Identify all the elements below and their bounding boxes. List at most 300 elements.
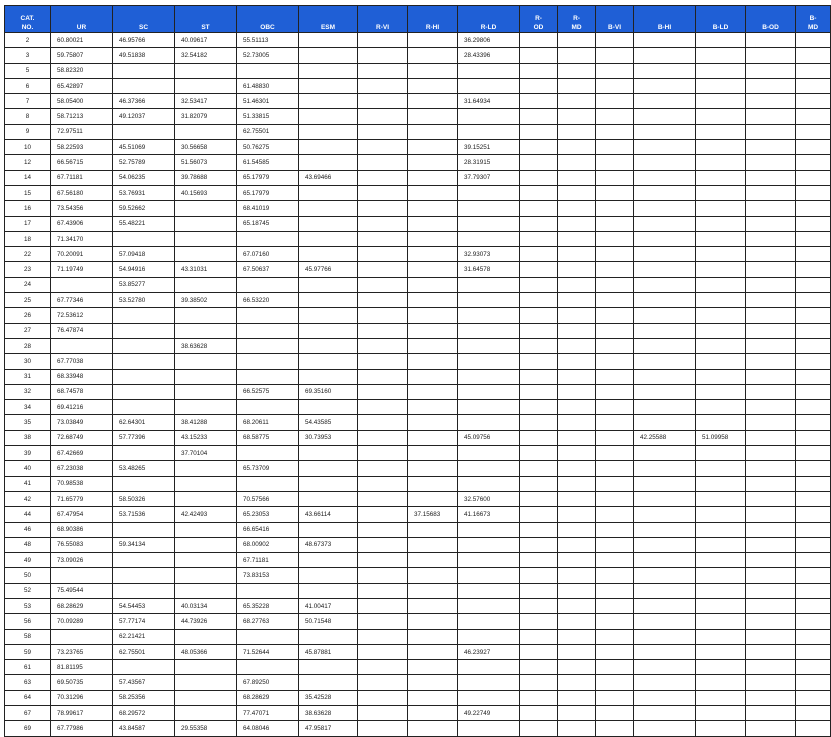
cutoff-value-cell: 42.25588 [634, 430, 696, 445]
cutoff-value-cell [696, 491, 746, 506]
cutoff-value-cell: 58.05400 [51, 94, 113, 109]
cutoff-value-cell [237, 231, 299, 246]
cutoff-value-cell [175, 675, 237, 690]
cutoff-value-cell: 67.56180 [51, 185, 113, 200]
cutoff-value-cell: 45.09756 [458, 430, 520, 445]
cutoff-value-cell [596, 216, 634, 231]
cutoff-value-cell [634, 201, 696, 216]
cutoff-value-cell: 35.42528 [299, 690, 358, 705]
cutoff-value-cell [746, 369, 796, 384]
cutoff-value-cell: 30.56658 [175, 140, 237, 155]
cutoff-value-cell [358, 461, 408, 476]
cutoff-value-cell [746, 721, 796, 736]
cutoff-value-cell: 50.71548 [299, 614, 358, 629]
cutoff-value-cell [558, 48, 596, 63]
cutoff-value-cell [558, 63, 596, 78]
cutoff-value-cell [558, 33, 596, 48]
table-row [5, 140, 831, 155]
cutoff-value-cell: 48.05366 [175, 644, 237, 659]
cutoff-value-cell [696, 48, 746, 63]
category-number-cell: 39 [5, 446, 51, 461]
cutoff-value-cell [746, 522, 796, 537]
cutoff-value-cell [696, 446, 746, 461]
cutoff-value-cell [558, 660, 596, 675]
cutoff-value-cell [520, 369, 558, 384]
cutoff-value-cell [175, 553, 237, 568]
cutoff-value-cell [596, 446, 634, 461]
cutoff-value-cell [746, 140, 796, 155]
cutoff-value-cell: 43.69466 [299, 170, 358, 185]
cutoff-value-cell [520, 614, 558, 629]
cutoff-value-cell [520, 384, 558, 399]
cutoff-value-cell [746, 109, 796, 124]
cutoff-value-cell [634, 568, 696, 583]
cutoff-value-cell [558, 476, 596, 491]
cutoff-value-cell [358, 201, 408, 216]
table-row [5, 94, 831, 109]
cutoff-value-cell: 39.38502 [175, 293, 237, 308]
cutoff-value-cell [408, 430, 458, 445]
cutoff-value-cell [175, 384, 237, 399]
cutoff-value-cell [520, 170, 558, 185]
cutoff-value-cell [558, 491, 596, 506]
table-row [5, 201, 831, 216]
table-row [5, 446, 831, 461]
cutoff-value-cell [796, 155, 831, 170]
cutoff-value-cell [558, 140, 596, 155]
cutoff-value-cell [175, 537, 237, 552]
cutoff-value-cell [696, 461, 746, 476]
category-number-cell: 38 [5, 430, 51, 445]
cutoff-value-cell [558, 155, 596, 170]
cutoff-value-cell [113, 553, 175, 568]
cutoff-value-cell [596, 338, 634, 353]
cutoff-value-cell [596, 293, 634, 308]
cutoff-value-cell [358, 598, 408, 613]
cutoff-value-cell [796, 491, 831, 506]
cutoff-value-cell [696, 400, 746, 415]
table-row [5, 721, 831, 736]
cutoff-value-cell [358, 644, 408, 659]
cutoff-value-cell [558, 721, 596, 736]
cutoff-value-cell: 31.64934 [458, 94, 520, 109]
cutoff-value-cell: 71.52644 [237, 644, 299, 659]
cutoff-value-cell [696, 170, 746, 185]
cutoff-value-cell [796, 537, 831, 552]
cutoff-value-cell [175, 78, 237, 93]
cutoff-value-cell [520, 78, 558, 93]
cutoff-value-cell [746, 384, 796, 399]
cutoff-value-cell: 48.67373 [299, 537, 358, 552]
cutoff-value-cell [408, 185, 458, 200]
cutoff-value-cell [408, 109, 458, 124]
cutoff-value-cell [458, 721, 520, 736]
cutoff-value-cell [596, 384, 634, 399]
cutoff-value-cell [696, 124, 746, 139]
cutoff-value-cell [558, 644, 596, 659]
cutoff-value-cell [358, 94, 408, 109]
cutoff-value-cell [408, 537, 458, 552]
cutoff-value-cell [520, 277, 558, 292]
cutoff-value-cell [458, 338, 520, 353]
cutoff-value-cell: 70.98538 [51, 476, 113, 491]
cutoff-value-cell [175, 354, 237, 369]
cutoff-value-cell [458, 63, 520, 78]
cutoff-value-cell [634, 33, 696, 48]
table-row [5, 384, 831, 399]
cutoff-value-cell [520, 216, 558, 231]
cutoff-value-cell [299, 155, 358, 170]
cutoff-value-cell [596, 507, 634, 522]
cutoff-value-cell [596, 109, 634, 124]
cutoff-value-cell [634, 553, 696, 568]
cutoff-value-cell [746, 491, 796, 506]
cutoff-value-cell [746, 629, 796, 644]
cutoff-value-cell [558, 308, 596, 323]
cutoff-value-cell [520, 308, 558, 323]
cutoff-value-cell [175, 308, 237, 323]
cutoff-value-cell [746, 568, 796, 583]
cutoff-value-cell [696, 155, 746, 170]
cutoff-value-cell [458, 384, 520, 399]
cutoff-value-cell [596, 155, 634, 170]
cutoff-value-cell [558, 583, 596, 598]
cutoff-value-cell [113, 354, 175, 369]
table-row [5, 400, 831, 415]
cutoff-value-cell [299, 33, 358, 48]
category-number-cell: 27 [5, 323, 51, 338]
cutoff-value-cell [746, 507, 796, 522]
table-row [5, 491, 831, 506]
cutoff-value-cell [596, 354, 634, 369]
cutoff-value-cell [408, 400, 458, 415]
cutoff-value-cell: 41.00417 [299, 598, 358, 613]
cutoff-value-cell [596, 644, 634, 659]
cutoff-value-cell [634, 675, 696, 690]
cutoff-value-cell [634, 461, 696, 476]
cutoff-value-cell: 62.75501 [113, 644, 175, 659]
cutoff-value-cell [558, 675, 596, 690]
cutoff-value-cell [558, 216, 596, 231]
cutoff-value-cell [520, 675, 558, 690]
cutoff-value-cell [634, 476, 696, 491]
cutoff-value-cell: 46.23927 [458, 644, 520, 659]
cutoff-value-cell: 40.09617 [175, 33, 237, 48]
cutoff-value-cell [696, 201, 746, 216]
cutoff-value-cell [746, 446, 796, 461]
cutoff-value-cell: 32.54182 [175, 48, 237, 63]
cutoff-value-cell [408, 216, 458, 231]
cutoff-value-cell [520, 185, 558, 200]
cutoff-value-cell [175, 629, 237, 644]
cutoff-value-cell [634, 507, 696, 522]
cutoff-value-cell [796, 201, 831, 216]
cutoff-value-cell [520, 415, 558, 430]
cutoff-value-cell: 52.73005 [237, 48, 299, 63]
cutoff-value-cell [558, 400, 596, 415]
cutoff-value-cell [408, 721, 458, 736]
cutoff-value-cell [520, 644, 558, 659]
table-row [5, 338, 831, 353]
cutoff-value-cell: 53.71536 [113, 507, 175, 522]
cutoff-value-cell [796, 293, 831, 308]
cutoff-value-cell [113, 124, 175, 139]
cutoff-value-cell [596, 323, 634, 338]
cutoff-value-cell [746, 537, 796, 552]
cutoff-value-cell [746, 124, 796, 139]
cutoff-value-cell [358, 33, 408, 48]
category-number-cell: 69 [5, 721, 51, 736]
cutoff-value-cell [558, 690, 596, 705]
table-body [5, 33, 831, 737]
cutoff-value-cell [520, 553, 558, 568]
cutoff-value-cell [746, 338, 796, 353]
cutoff-value-cell: 73.83153 [237, 568, 299, 583]
cutoff-value-cell: 55.51113 [237, 33, 299, 48]
cutoff-value-cell: 66.53220 [237, 293, 299, 308]
table-row [5, 614, 831, 629]
cutoff-value-cell: 54.06235 [113, 170, 175, 185]
cutoff-value-cell: 65.42897 [51, 78, 113, 93]
table-row [5, 537, 831, 552]
cutoff-value-cell: 51.46301 [237, 94, 299, 109]
cutoff-value-cell [558, 537, 596, 552]
cutoff-value-cell [596, 262, 634, 277]
cutoff-value-cell [746, 48, 796, 63]
cutoff-value-cell [113, 446, 175, 461]
cutoff-value-cell [696, 568, 746, 583]
cutoff-value-cell [358, 629, 408, 644]
cutoff-value-cell [520, 262, 558, 277]
cutoff-value-cell [520, 461, 558, 476]
category-number-cell: 9 [5, 124, 51, 139]
cutoff-value-cell: 53.76931 [113, 185, 175, 200]
cutoff-value-cell [634, 247, 696, 262]
cutoff-value-cell [634, 262, 696, 277]
cutoff-value-cell: 68.33948 [51, 369, 113, 384]
cutoff-value-cell [113, 400, 175, 415]
cutoff-value-cell [408, 690, 458, 705]
cutoff-value-cell [458, 201, 520, 216]
cutoff-value-cell [358, 614, 408, 629]
cutoff-value-cell: 68.28629 [237, 690, 299, 705]
cutoff-value-cell [408, 446, 458, 461]
cutoff-value-cell: 68.58775 [237, 430, 299, 445]
cutoff-value-cell [458, 323, 520, 338]
cutoff-value-cell: 70.31296 [51, 690, 113, 705]
cutoff-value-cell [358, 185, 408, 200]
cutoff-value-cell [796, 614, 831, 629]
cutoff-value-cell [458, 461, 520, 476]
cutoff-value-cell [358, 430, 408, 445]
cutoff-value-cell [299, 354, 358, 369]
cutoff-value-cell [458, 614, 520, 629]
cutoff-value-cell: 51.09958 [696, 430, 746, 445]
cutoff-value-cell [634, 537, 696, 552]
cutoff-value-cell [558, 354, 596, 369]
cutoff-value-cell [520, 247, 558, 262]
cutoff-value-cell [596, 63, 634, 78]
cutoff-value-cell: 68.41019 [237, 201, 299, 216]
cutoff-value-cell [299, 660, 358, 675]
cutoff-value-cell [696, 293, 746, 308]
cutoff-value-cell [696, 476, 746, 491]
cutoff-value-cell [596, 537, 634, 552]
cutoff-value-cell [113, 476, 175, 491]
cutoff-value-cell [175, 277, 237, 292]
cutoff-value-cell [796, 185, 831, 200]
cutoff-value-cell [299, 48, 358, 63]
cutoff-value-cell [237, 400, 299, 415]
cutoff-value-cell [796, 721, 831, 736]
category-number-cell: 58 [5, 629, 51, 644]
category-number-cell: 14 [5, 170, 51, 185]
cutoff-value-cell [299, 323, 358, 338]
cutoff-value-cell [175, 690, 237, 705]
cutoff-value-cell [634, 400, 696, 415]
cutoff-value-cell [520, 537, 558, 552]
cutoff-value-cell [237, 338, 299, 353]
category-number-cell: 64 [5, 690, 51, 705]
cutoff-value-cell: 49.22749 [458, 706, 520, 721]
category-number-cell: 15 [5, 185, 51, 200]
cutoff-value-cell: 66.56715 [51, 155, 113, 170]
cutoff-value-cell [796, 78, 831, 93]
cutoff-value-cell [634, 354, 696, 369]
cutoff-value-cell [408, 706, 458, 721]
cutoff-value-cell [596, 124, 634, 139]
cutoff-value-cell [746, 170, 796, 185]
cutoff-value-cell [558, 94, 596, 109]
cutoff-value-cell [175, 369, 237, 384]
cutoff-value-cell [458, 568, 520, 583]
cutoff-value-cell [796, 446, 831, 461]
category-number-cell: 42 [5, 491, 51, 506]
cutoff-value-cell [520, 33, 558, 48]
cutoff-value-cell [458, 690, 520, 705]
category-number-cell: 32 [5, 384, 51, 399]
cutoff-value-cell [358, 690, 408, 705]
cutoff-value-cell: 65.18745 [237, 216, 299, 231]
cutoff-value-cell [634, 109, 696, 124]
cutoff-value-cell [796, 706, 831, 721]
cutoff-value-cell [299, 491, 358, 506]
cutoff-value-cell [696, 185, 746, 200]
cutoff-value-cell [299, 109, 358, 124]
table-row [5, 507, 831, 522]
cutoff-value-cell [408, 277, 458, 292]
column-header: R-VI [358, 6, 408, 33]
cutoff-value-cell: 46.37366 [113, 94, 175, 109]
cutoff-value-cell [696, 507, 746, 522]
cutoff-value-cell: 61.54585 [237, 155, 299, 170]
cutoff-value-cell [796, 415, 831, 430]
table-row [5, 48, 831, 63]
category-number-cell: 28 [5, 338, 51, 353]
cutoff-value-cell [408, 354, 458, 369]
cutoff-value-cell [596, 629, 634, 644]
cutoff-value-cell: 49.51838 [113, 48, 175, 63]
cutoff-value-cell [796, 124, 831, 139]
cutoff-value-cell: 69.35160 [299, 384, 358, 399]
cutoff-value-cell [358, 369, 408, 384]
column-header: ESM [299, 6, 358, 33]
cutoff-value-cell [358, 446, 408, 461]
cutoff-value-cell [458, 553, 520, 568]
cutoff-value-cell [408, 63, 458, 78]
cutoff-value-cell: 38.63628 [299, 706, 358, 721]
cutoff-value-cell [408, 675, 458, 690]
cutoff-value-cell [237, 446, 299, 461]
cutoff-value-cell [746, 293, 796, 308]
cutoff-value-cell: 31.64578 [458, 262, 520, 277]
category-number-cell: 26 [5, 308, 51, 323]
cutoff-value-cell [237, 354, 299, 369]
cutoff-value-cell [408, 553, 458, 568]
cutoff-value-cell: 28.43396 [458, 48, 520, 63]
cutoff-value-cell [796, 369, 831, 384]
cutoff-value-cell: 72.53612 [51, 308, 113, 323]
cutoff-value-cell: 67.89250 [237, 675, 299, 690]
cutoff-value-cell [408, 33, 458, 48]
cutoff-value-cell [299, 400, 358, 415]
cutoff-value-cell [358, 323, 408, 338]
cutoff-value-cell: 32.53417 [175, 94, 237, 109]
cutoff-value-cell [520, 155, 558, 170]
cutoff-value-cell [696, 277, 746, 292]
cutoff-value-cell: 67.77986 [51, 721, 113, 736]
cutoff-value-cell [458, 583, 520, 598]
cutoff-value-cell [358, 553, 408, 568]
cutoff-value-cell [558, 293, 596, 308]
cutoff-value-cell: 73.23765 [51, 644, 113, 659]
table-row [5, 644, 831, 659]
cutoff-value-cell: 77.47071 [237, 706, 299, 721]
cutoff-value-cell [408, 522, 458, 537]
cutoff-value-cell [358, 293, 408, 308]
cutoff-value-cell [408, 614, 458, 629]
cutoff-value-cell [596, 614, 634, 629]
cutoff-value-cell: 57.77174 [113, 614, 175, 629]
cutoff-value-cell: 45.97766 [299, 262, 358, 277]
cutoff-value-cell [520, 201, 558, 216]
cutoff-value-cell [796, 629, 831, 644]
cutoff-value-cell [634, 216, 696, 231]
cutoff-value-cell [746, 675, 796, 690]
cutoff-value-cell: 67.47954 [51, 507, 113, 522]
cutoff-value-cell [408, 170, 458, 185]
cutoff-value-cell: 69.50735 [51, 675, 113, 690]
cutoff-value-cell [634, 415, 696, 430]
cutoff-value-cell [634, 293, 696, 308]
cutoff-value-cell [520, 354, 558, 369]
table-row [5, 553, 831, 568]
cutoff-value-cell: 37.70104 [175, 446, 237, 461]
cutoff-value-cell [696, 522, 746, 537]
cutoff-value-cell [408, 415, 458, 430]
cutoff-value-cell [358, 48, 408, 63]
cutoff-value-cell [696, 231, 746, 246]
cutoff-value-cell [113, 338, 175, 353]
cutoff-value-cell [746, 33, 796, 48]
cutoff-value-cell: 32.93073 [458, 247, 520, 262]
cutoff-value-cell: 43.66114 [299, 507, 358, 522]
cutoff-value-cell [358, 231, 408, 246]
cutoff-value-cell [51, 629, 113, 644]
cutoff-value-cell [458, 354, 520, 369]
cutoff-value-cell: 70.57566 [237, 491, 299, 506]
cutoff-value-cell [796, 644, 831, 659]
